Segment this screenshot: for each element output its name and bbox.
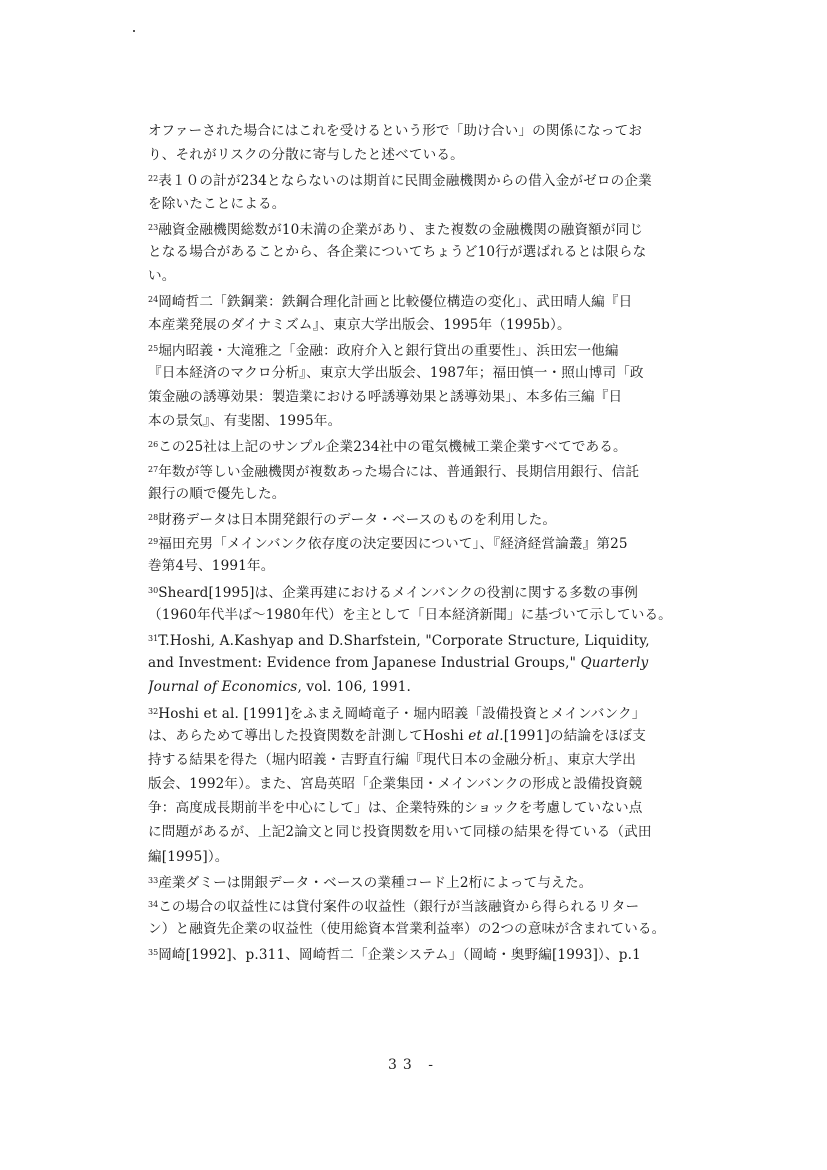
line-text: となる場合があることから、各企業についてちょうど10行が選ばれるとは限らな <box>148 243 647 260</box>
line-text: 表１０の計が234とならないのは期首に民間金融機関からの借入金がゼロの企業 <box>158 173 652 190</box>
line-text: ン）と融資先企業の収益性（使用総資本営業利益率）の2つの意味が含まれている。 <box>148 921 666 938</box>
line-text: 財務データは日本開発銀行のデータ・ベースのものを利用した。 <box>158 512 557 528</box>
line-text: 銀行の順で優先した。 <box>148 485 286 502</box>
text-line <box>148 385 716 409</box>
line-text: り、それがリスクの分散に寄与したと述べている。 <box>148 147 464 164</box>
line-text: オファーされた場合にはこれを受けるという形で「助け合い」の関係になってお <box>148 123 643 139</box>
text-line <box>148 627 716 651</box>
text-line <box>148 143 716 167</box>
page-number: 33 <box>387 1057 418 1073</box>
text-line <box>148 264 716 288</box>
line-text: 版会、1992年）。また、宮島英昭「企業集団・メインバンクの形成と設備投資競 <box>148 776 643 793</box>
line-text: 堀内昭義・大滝雅之「金融：政府介入と銀行貸出の重要性」、浜田宏一他編 <box>158 342 619 359</box>
italic-text: et al. <box>468 727 504 744</box>
footnote-number: 30 <box>148 585 159 595</box>
line-text: は、あらためて導出した投資関数を計測してHoshi <box>148 727 469 744</box>
line-text: 福田充男「メインバンク依存度の決定要因について」、『経済経営論叢』第25 <box>158 536 628 553</box>
footnote-number: 23 <box>148 222 159 232</box>
text-line <box>148 700 716 724</box>
text-line <box>148 941 716 965</box>
text-line <box>148 554 716 578</box>
line-text: い。 <box>148 268 176 285</box>
footer-dash: - <box>428 1057 439 1073</box>
line-text: Hoshi et al. [1991]をふまえ岡崎竜子・堀内昭義「設備投資とメインバンク」 <box>158 705 646 722</box>
line-text: , vol. 106, 1991. <box>297 679 412 696</box>
text-line <box>148 216 716 240</box>
footnote-number: 25 <box>148 343 159 353</box>
line-text: 融資金融機関総数が10未満の企業があり、また複数の金融機関の融資額が同じ <box>158 221 644 238</box>
footnotes-body <box>148 119 716 966</box>
text-line <box>148 167 716 191</box>
text-line <box>148 917 716 941</box>
text-line <box>148 675 716 699</box>
line-text: 編[1995]）。 <box>148 848 229 865</box>
text-line <box>148 409 716 433</box>
line-text: 本産業発展のダイナミズム』、東京大学出版会、1995年（1995b）。 <box>148 316 571 333</box>
line-text: 巻第4号、1991年。 <box>148 558 275 575</box>
text-line <box>148 748 716 772</box>
text-line <box>148 772 716 796</box>
line-text: [1991]の結論をほぼ支 <box>503 727 647 744</box>
text-line <box>148 724 716 748</box>
line-text: 年数が等しい金融機関が複数あった場合には、普通銀行、長期信用銀行、信託 <box>158 463 640 480</box>
text-line <box>148 893 716 917</box>
text-line <box>148 433 716 457</box>
text-line <box>148 603 716 627</box>
footnote-number: 31 <box>148 633 159 643</box>
footnote-number: 33 <box>148 875 159 885</box>
text-line <box>148 579 716 603</box>
footnote-number: 29 <box>148 537 159 547</box>
footnote-number: 35 <box>148 948 159 958</box>
line-text: and Investment: Evidence from Japanese Industrial Groups," <box>148 655 581 672</box>
line-text: 岡崎哲二「鉄鋼業：鉄鋼合理化計画と比較優位構造の変化」、武田晴人編『日 <box>158 294 633 311</box>
text-line <box>148 796 716 820</box>
line-text: 岡崎[1992]、p.311、岡崎哲二「企業システム」（岡崎・奥野編[1993]）、p.1 <box>158 947 641 964</box>
footnote-number: 26 <box>148 440 159 450</box>
line-text: を除いたことによる。 <box>148 195 286 212</box>
footnote-number: 22 <box>148 174 159 184</box>
text-line <box>148 288 716 312</box>
text-line <box>148 506 716 530</box>
footnote-number: 32 <box>148 706 159 716</box>
text-line <box>148 119 716 143</box>
italic-text: Journal of Economics <box>148 679 298 696</box>
line-text: 策金融の誘導効果：製造業における呼誘導効果と誘導効果」、本多佑三編『日 <box>148 389 623 406</box>
text-line <box>148 240 716 264</box>
line-text: 本の景気』、有斐閣、1995年。 <box>148 413 342 430</box>
text-line <box>148 530 716 554</box>
line-text: この25社は上記のサンプル企業234社中の電気機械工業企業すべてである。 <box>158 439 627 456</box>
footnote-number: 24 <box>148 295 159 305</box>
scan-speck <box>133 30 135 32</box>
text-line <box>148 820 716 844</box>
line-text: この場合の収益性には貸付案件の収益性（銀行が当該融資から得られるリター <box>158 899 640 915</box>
page-footer <box>0 1057 827 1073</box>
text-line <box>148 458 716 482</box>
line-text: 争：高度成長期前半を中心にして」は、企業特殊的ショックを考慮していない点 <box>148 800 643 817</box>
text-line <box>148 313 716 337</box>
text-line <box>148 482 716 506</box>
line-text: T.Hoshi, A.Kashyap and D.Sharfstein, "Corporate Structure, Liquidity, <box>158 632 650 649</box>
text-line <box>148 869 716 893</box>
line-text: 持する結果を得た（堀内昭義・吉野直行編『現代日本の金融分析』、東京大学出 <box>148 751 636 768</box>
text-line <box>148 361 716 385</box>
line-text: （1960年代半ば～1980年代）を主として「日本経済新聞」に基づいて示している。 <box>148 606 672 623</box>
line-text: 産業ダミーは開銀データ・ベースの業種コード上2桁によって与えた。 <box>158 874 593 891</box>
text-line <box>148 651 716 675</box>
line-text: に問題があるが、上記2論文と同じ投資関数を用いて同様の結果を得ている（武田 <box>148 824 652 841</box>
line-text: 『日本経済のマクロ分析』、東京大学出版会、1987年；福田慎一・照山博司「政 <box>148 364 644 381</box>
text-line <box>148 845 716 869</box>
footnote-number: 34 <box>148 900 159 909</box>
text-line <box>148 337 716 361</box>
text-line <box>148 192 716 216</box>
line-text: Sheard[1995]は、企業再建におけるメインバンクの役割に関する多数の事例 <box>158 584 638 601</box>
italic-text: Quarterly <box>580 655 649 672</box>
footnote-number: 28 <box>148 513 159 522</box>
footnote-number: 27 <box>148 464 159 474</box>
